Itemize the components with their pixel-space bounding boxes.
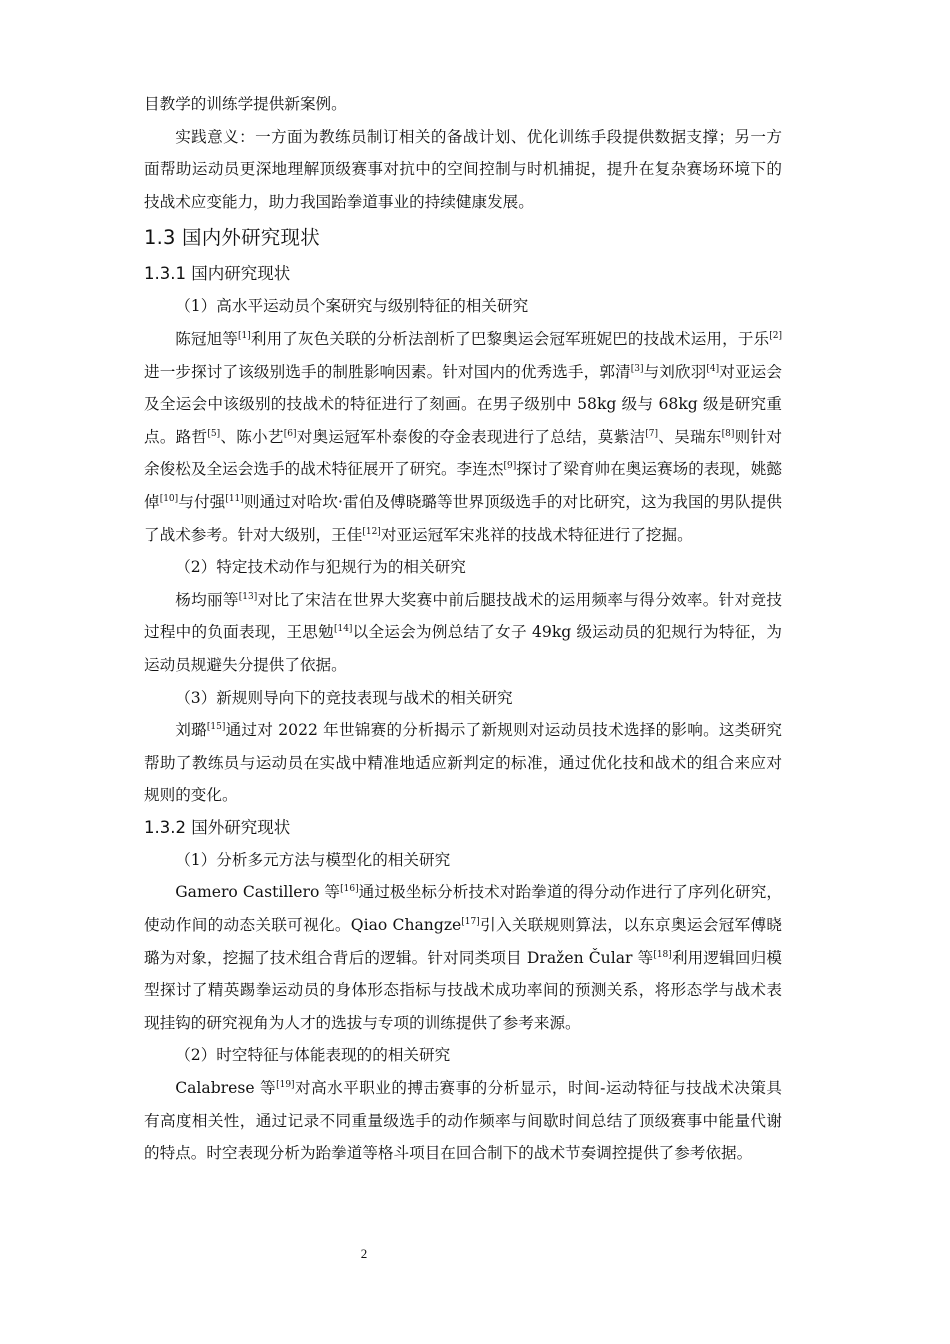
text-run: 引入关联规则算法，以东京奥运会冠军傅晓璐为对象，挖掘了技术组合背后的逻辑。针对同类项目 Dražen Čular 等 xyxy=(144,916,782,967)
text-run: 对奥运冠军朴泰俊的夺金表现进行了总结，莫紫洁 xyxy=(296,427,646,446)
paragraph-foreign-1 xyxy=(144,876,782,1039)
text-run: 陈冠旭等 xyxy=(175,329,239,348)
subheading-foreign-1: （1）分析多元方法与模型化的相关研究 xyxy=(175,850,451,869)
text-run: 探讨了梁育帅在奥运赛场的表现，姚懿倬 xyxy=(144,460,782,511)
citation: [15] xyxy=(206,722,226,733)
text-run: 对比了宋洁在世界大奖赛中前后腿技战术的运用频率与得分效率。针对竞技过程中的负面表现，王思勉 xyxy=(144,590,782,642)
citation: [12] xyxy=(362,526,381,537)
text-run: 对高水平职业的搏击赛事的分析显示，时间-运动特征与技战术决策具有高度相关性，通过记录不同重量级选手的动作频率与间歇时间总结了顶级赛事中能量代谢的特点。时空表现分析为跆拳道等格斗项目在回合制下的战术节奏调控提供了参考依据。 xyxy=(144,1079,782,1163)
citation: [5] xyxy=(207,428,221,439)
text-run: 进一步探讨了该级别选手的制胜影响因素。针对国内的优秀选手，郭清 xyxy=(144,362,631,381)
text-run: 则针对余俊松及全运会选手的战术特征展开了研究。李连杰 xyxy=(144,427,782,479)
subheading-domestic-2: （2）特定技术动作与犯规行为的相关研究 xyxy=(175,558,466,577)
heading-1-3: 1.3 国内外研究现状 xyxy=(144,226,320,250)
text-run: 通过极坐标分析技术对跆拳道的得分动作进行了序列化研究，使动作间的动态关联可视化。Qiao Changze xyxy=(144,883,782,935)
citation: [8] xyxy=(721,428,735,439)
heading-1-3-2: 1.3.2 国外研究现状 xyxy=(144,817,291,837)
citation: [6] xyxy=(283,428,297,439)
citation: [11] xyxy=(225,493,244,504)
subheading-foreign-2: （2）时空特征与体能表现的的相关研究 xyxy=(175,1046,451,1065)
paragraph-domestic-2 xyxy=(144,584,782,682)
document-page xyxy=(144,88,782,1170)
text-run: 与刘欣羽 xyxy=(643,362,707,381)
text-run: 则通过对哈坎·雷伯及傅晓璐等世界顶级选手的对比研究，这为我国的男队提供了战术参考。针对大级别，王佳 xyxy=(144,492,782,544)
citation: [3] xyxy=(630,363,644,374)
citation: [16] xyxy=(340,884,359,895)
citation: [1] xyxy=(238,330,251,341)
citation: [13] xyxy=(238,591,258,602)
text-run: 通过对 2022 年世锦赛的分析揭示了新规则对运动员技术选择的影响。这类研究帮助了教练员与运动员在实战中精准地适应新判定的标准，通过优化技和战术的组合来应对规则的变化。 xyxy=(144,721,782,805)
citation: [9] xyxy=(503,461,517,472)
text-run: 以全运会为例总结了女子 49kg 级运动员的犯规行为特征，为运动员规避失分提供了依据。 xyxy=(144,623,782,674)
paragraph-continued: 目教学的训练学提供新案例。 xyxy=(144,95,347,113)
citation: [2] xyxy=(769,330,782,341)
text-run: 对亚运冠军宋兆祥的技战术特征进行了挖掘。 xyxy=(380,525,693,544)
citation: [10] xyxy=(159,493,179,504)
citation: [19] xyxy=(276,1080,295,1091)
subheading-domestic-1: （1）高水平运动员个案研究与级别特征的相关研究 xyxy=(175,297,529,316)
paragraph-domestic-1 xyxy=(144,323,782,551)
text-run: 杨均丽等 xyxy=(175,590,239,609)
paragraph-foreign-2 xyxy=(144,1072,782,1170)
citation: [7] xyxy=(645,428,659,439)
citation: [4] xyxy=(706,363,720,374)
subheading-domestic-3: （3）新规则导向下的竞技表现与战术的相关研究 xyxy=(175,688,513,707)
citation: [14] xyxy=(333,624,353,635)
heading-1-3-1: 1.3.1 国内研究现状 xyxy=(144,264,291,284)
paragraph-practical-significance: 实践意义：一方面为教练员制订相关的备战计划、优化训练手段提供数据支撑；另一方面帮助运动员更深地理解顶级赛事对抗中的空间控制与时机捕捉，提升在复杂赛场环境下的技战术应变能力，助力我国跆拳道事业的持续健康发展。 xyxy=(144,127,782,211)
paragraph-domestic-3 xyxy=(144,714,782,812)
citation: [18] xyxy=(653,949,672,960)
text-run: 对亚运会及全运会中该级别的技战术的特征进行了刻画。在男子级别中 58kg 级与 68kg 级是研究重点。路哲 xyxy=(144,362,782,446)
text-run: 刘璐 xyxy=(175,721,207,740)
text-run: 与付强 xyxy=(178,492,226,511)
text-run: Gamero Castillero 等 xyxy=(175,883,341,902)
text-run: 利用逻辑回归模型探讨了精英踢拳运动员的身体形态指标与技战术成功率间的预测关系，将形态学与战术表现挂钩的研究视角为人才的选拔与专项的训练提供了参考来源。 xyxy=(144,948,782,1032)
text-run: Calabrese 等 xyxy=(175,1079,277,1098)
text-run: 、吴瑞东 xyxy=(658,427,722,446)
page-number: 2 xyxy=(360,1246,368,1261)
citation: [17] xyxy=(461,917,480,928)
text-run: 、陈小艺 xyxy=(220,427,284,446)
text-run: 利用了灰色关联的分析法剖析了巴黎奥运会冠军班妮巴的技战术运用，于乐 xyxy=(250,329,770,348)
